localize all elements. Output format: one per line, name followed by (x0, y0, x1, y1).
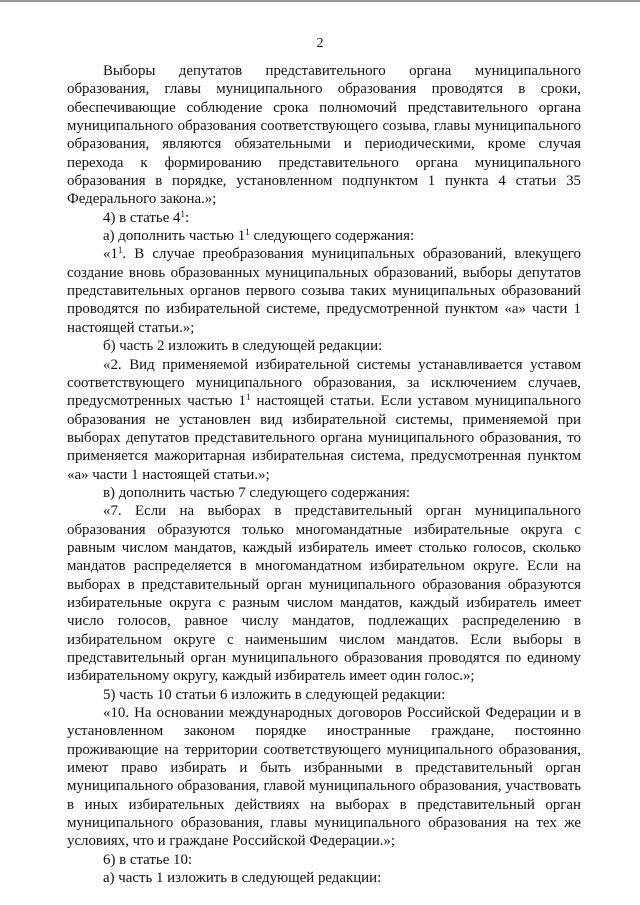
paragraph-text: в) дополнить частью 7 следующего содержания: (103, 484, 411, 501)
paragraph (67, 686, 581, 704)
paragraph (67, 209, 581, 227)
document-body (67, 62, 581, 887)
paragraph (67, 245, 581, 337)
paragraph (67, 484, 581, 502)
paragraph (67, 337, 581, 355)
paragraph-text: «10. На основании международных договоров Российской Федерации и в установленном законом порядке иностранные граждане, постоянно проживающие на территории соответствующего муниципального образования, имеют право избирать и быть избранными в представительный орган муниципального образования, главой муниципального образования, участвовать в иных избирательных действиях на выборах в представительный орган муниципального образования, главы муниципального образования на тех же условиях, что и граждане Российской Федерации.»; (67, 705, 581, 850)
superscript-marker: 1 (180, 208, 185, 219)
paragraph-text-continued: . В случае преобразования муниципальных образований, влекущего создание вновь образованных муниципальных образований, выборы депутатов представительных органов первого созыва таких муниципальных образований проводятся по избирательной системе, предусмотренной пунктом «а» части 1 настоящей статьи.»; (67, 246, 581, 336)
scan-edge (0, 0, 640, 2)
superscript-marker: 1 (245, 392, 251, 403)
superscript-marker: 1 (117, 245, 123, 256)
paragraph (67, 356, 581, 484)
paragraph-text: б) часть 2 изложить в следующей редакции: (103, 338, 383, 355)
paragraph (67, 704, 581, 851)
paragraph-text: «2. Вид применяемой избирательной системы устанавливается уставом соответствующего муниципального образования, за исключением случаев, предусмотренных частью 1 (67, 356, 581, 410)
paragraph-text: 5) часть 10 статьи 6 изложить в следующей редакции: (103, 686, 446, 703)
paragraph-text: «1 (103, 246, 118, 263)
paragraph (67, 227, 581, 245)
paragraph (67, 851, 581, 869)
paragraph-text: Выборы депутатов представительного органа муниципального образования, главы муниципального образования проводятся в сроки, обеспечивающие соблюдение срока полномочий представительного органа муниципального образования соответствующего созыва, главы муниципального образования, являются обязательными и периодическими, кроме случая перехода к формированию представительного органа муниципального образования в порядке, установленном подпунктом 1 пункта 4 статьи 35 Федерального закона.»; (67, 63, 581, 208)
paragraph-text-continued: настоящей статьи. Если уставом муниципального образования не установлен вид избирательной системы, применяемой при выборах депутатов представительного органа муниципального образования, то применяется мажоритарная избирательная система, предусмотренная пунктом «а» части 1 настоящей статьи.»; (67, 393, 581, 483)
paragraph-text: 6) в статье 10: (103, 851, 193, 868)
paragraph (67, 869, 581, 887)
page-number: 2 (316, 36, 324, 51)
paragraph-text: 4) в статье 4 (103, 209, 181, 226)
paragraph-text: «7. Если на выборах в представительный орган муниципального образования образуются только многомандатные избирательные округа с равным числом мандатов, каждый избиратель имеет столько голосов, сколько мандатов распределяется в многомандатном избирательном округе. Если на выборах в представительный орган муниципального образования образуются избирательные округа с разным числом мандатов, каждый избиратель имеет число голосов, равное числу мандатов, подлежащих распределению в избирательном округе с наименьшим числом мандатов. Если выборы в представительный орган муниципального образования проводятся по единому избирательному округу, каждый избиратель имеет один голос.»; (67, 503, 581, 685)
paragraph-text: а) дополнить частью 1 (103, 228, 246, 245)
paragraph-text-continued: следующего содержания: (249, 228, 415, 245)
paragraph (67, 62, 581, 209)
paragraph-text-continued: : (184, 209, 190, 226)
paragraph (67, 502, 581, 685)
paragraph-text: а) часть 1 изложить в следующей редакции: (103, 870, 382, 887)
superscript-marker: 1 (245, 227, 250, 238)
